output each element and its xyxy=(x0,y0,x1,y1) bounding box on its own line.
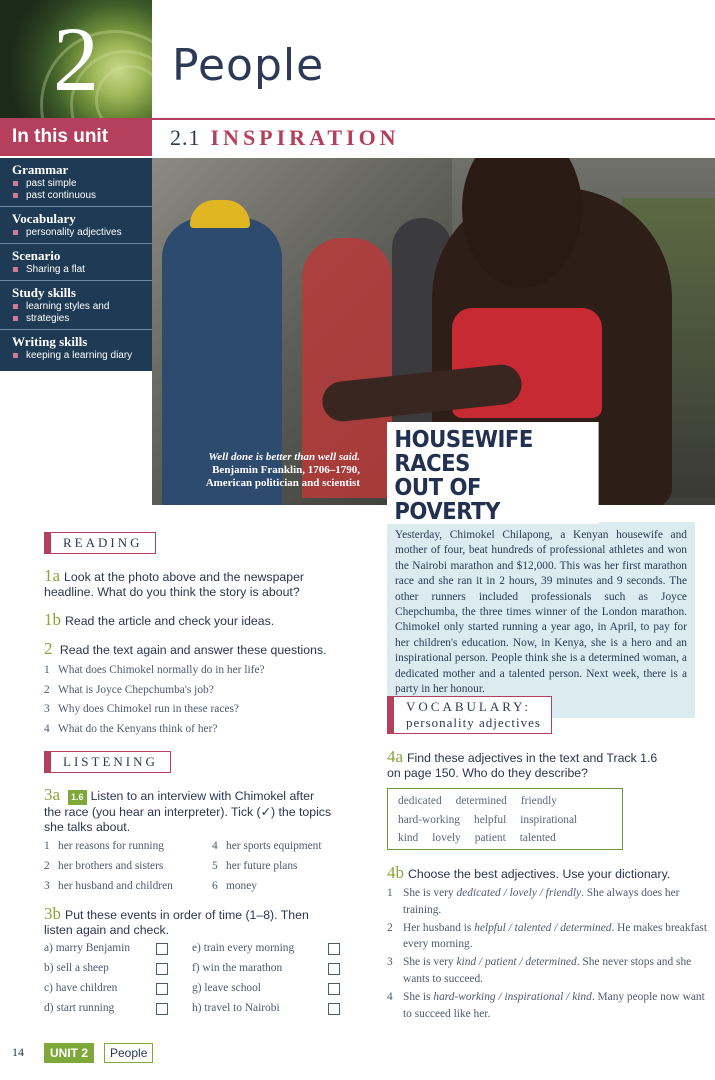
sentence-text: She is very xyxy=(403,956,457,969)
exercise-4a xyxy=(387,749,657,781)
order-checkbox[interactable] xyxy=(328,963,340,975)
footer-unit-tag: UNIT 2 xyxy=(44,1043,94,1063)
exercise-instruction: Find these adjectives in the text and Track 1.6 xyxy=(407,751,658,765)
sentence-number: 1 xyxy=(387,887,393,899)
order-checkbox[interactable] xyxy=(328,983,340,995)
list-item xyxy=(387,920,709,954)
event-item: a) marry Benjamin xyxy=(44,942,131,954)
article-headline xyxy=(387,422,599,524)
exercise-number: 3a xyxy=(44,785,61,804)
exercise-3b xyxy=(44,906,309,938)
order-checkbox[interactable] xyxy=(328,1003,340,1015)
order-checkbox[interactable] xyxy=(156,943,168,955)
topic-number: 4 xyxy=(212,840,218,852)
sentence-text: . He makes breakfast every morning. xyxy=(403,921,707,951)
adjective: friendly xyxy=(520,795,557,807)
adjective: lovely xyxy=(432,832,461,844)
adjective: hard-working xyxy=(398,813,460,826)
quote-author-description: American politician and scientist xyxy=(205,477,360,489)
headline-line: OUT OF POVERTY xyxy=(394,475,501,525)
event-item: f) win the marathon xyxy=(192,962,283,974)
unit-number: 2 xyxy=(53,8,99,110)
exercise-instruction: Read the article and check your ideas. xyxy=(65,614,275,628)
sentence-number: 3 xyxy=(387,956,393,969)
exercise-instruction: Listen to an interview with Chimokel after xyxy=(90,789,315,803)
list-item xyxy=(387,954,709,988)
topic-text: her reasons for running xyxy=(58,840,164,852)
reading-questions xyxy=(44,661,265,739)
exercise-number: 2 xyxy=(44,639,53,658)
exercise-instruction: listen again and check. xyxy=(44,923,170,937)
list-item: 1 What does Chimokel normally do in her life? xyxy=(44,664,265,676)
adjective-sentences xyxy=(387,885,709,1023)
order-checkbox[interactable] xyxy=(156,1003,168,1015)
topic-item[interactable] xyxy=(212,880,257,892)
topic-number: 1 xyxy=(44,840,50,852)
adjective: helpful xyxy=(474,813,507,826)
sidebar-group-grammar xyxy=(0,158,152,207)
adjective: kind xyxy=(398,832,419,844)
adjective: dedicated xyxy=(398,795,442,807)
order-checkbox[interactable] xyxy=(328,943,340,955)
section-number: 2.1 xyxy=(170,125,201,150)
exercise-instruction: she talks about. xyxy=(44,820,131,834)
adjective-row xyxy=(398,829,612,848)
in-this-unit-banner xyxy=(0,118,152,156)
list-item xyxy=(387,885,709,919)
article-body xyxy=(387,522,695,718)
in-this-unit-label: In this unit xyxy=(12,126,109,147)
adjective-options[interactable]: kind / patient / determined xyxy=(456,956,577,969)
sentence-text: She is very xyxy=(403,887,457,899)
newspaper-article xyxy=(387,422,695,718)
topic-text: her future plans xyxy=(226,860,298,872)
quote-author: Benjamin Franklin, 1706–1790, xyxy=(212,464,360,476)
list-item xyxy=(387,989,709,1023)
question-text: What does Chimokel normally do in her life? xyxy=(58,664,265,676)
listening-label: LISTENING xyxy=(44,751,171,773)
adjective-row xyxy=(398,792,612,811)
adjective: determined xyxy=(455,795,507,807)
adjective: inspirational xyxy=(520,813,578,826)
exercise-number: 1b xyxy=(44,610,61,629)
article-text: Yesterday, Chimokel Chilapong, a Kenyan housewife and mother of four, beat hundreds of professional athletes and won the Nairobi marathon and $12,000. This was her first marathon race and she ran it in 2 hours, 39 minutes and 9 seconds. The other runners included professionals such as Joyce Chepchumba, the three times winner of the London marathon. Chimokel only started running a year ago, in April, to pay for her children's education. Now, in Kenya, she is a hero and an inspirational person. People think she is a determined woman, a dedicated mother and a talented person. Next week, there is a party in her honour. xyxy=(395,529,687,696)
topic-item[interactable] xyxy=(44,860,163,872)
list-item: 2 What is Joyce Chepchumba's job? xyxy=(44,683,214,696)
exercise-instruction: Put these events in order of time (1–8). Then xyxy=(65,908,309,922)
section-name: INSPIRATION xyxy=(210,125,400,150)
unit-badge xyxy=(0,0,152,118)
unit-contents-sidebar xyxy=(0,158,152,371)
sidebar-group-study-skills xyxy=(0,281,152,330)
sidebar-heading: Study skills xyxy=(12,285,76,300)
track-badge[interactable]: 1.6 xyxy=(68,790,87,805)
question-text: What do the Kenyans think of her? xyxy=(58,722,218,735)
sidebar-group-vocabulary xyxy=(0,207,152,244)
sidebar-group-writing-skills xyxy=(0,330,152,366)
topic-text: money xyxy=(226,880,258,892)
topic-item[interactable] xyxy=(44,840,164,852)
topic-number: 2 xyxy=(44,860,50,872)
adjective: talented xyxy=(519,832,556,844)
event-item: d) start running xyxy=(44,1002,115,1014)
exercise-instruction: Read the text again and answer these questions. xyxy=(59,643,327,657)
exercise-instruction: the race (you hear an interpreter). Tick (✓) the topics xyxy=(44,805,332,819)
exercise-number: 1a xyxy=(44,566,61,585)
sidebar-heading: Writing skills xyxy=(12,334,88,349)
page-number: 14 xyxy=(12,1045,24,1059)
reading-label: READING xyxy=(44,532,156,554)
question-text: What is Joyce Chepchumba's job? xyxy=(58,683,214,696)
adjective-row xyxy=(398,811,612,830)
quote-text: Well done is better than well said. xyxy=(208,451,360,463)
sentence-text: She is xyxy=(403,990,434,1003)
topic-item[interactable] xyxy=(44,880,173,892)
event-item: h) travel to Nairobi xyxy=(192,1002,280,1014)
sidebar-item: personality adjectives xyxy=(12,227,146,239)
order-checkbox[interactable] xyxy=(156,963,168,975)
exercise-1b xyxy=(44,612,274,629)
topic-item[interactable] xyxy=(212,860,297,872)
event-item: b) sell a sheep xyxy=(44,962,109,974)
vocabulary-label-title: VOCABULARY: xyxy=(406,699,531,714)
adjective: patient xyxy=(474,832,506,844)
topic-number: 5 xyxy=(212,860,218,872)
vocabulary-label xyxy=(387,696,552,734)
topic-item[interactable] xyxy=(212,840,322,852)
adjective-box xyxy=(387,788,623,850)
list-item: 3 Why does Chimokel run in these races? xyxy=(44,703,239,716)
section-divider xyxy=(152,118,715,120)
sidebar-item-continued: strategies xyxy=(12,313,146,325)
sentence-text: . She always does her training. xyxy=(403,887,680,916)
sentence-number: 4 xyxy=(387,990,393,1003)
question-text: Why does Chimokel run in these races? xyxy=(58,703,239,716)
sidebar-item: past simple xyxy=(12,178,146,190)
exercise-instruction: on page 150. Who do they describe? xyxy=(387,766,588,780)
topic-text: her brothers and sisters xyxy=(58,860,164,872)
adjective-options[interactable]: dedicated / lovely / friendly xyxy=(456,887,582,899)
section-title xyxy=(170,125,400,151)
sidebar-heading: Grammar xyxy=(12,162,69,177)
sentence-text: Her husband is xyxy=(403,921,475,934)
event-item: g) leave school xyxy=(192,982,261,994)
headline-line: HOUSEWIFE RACES xyxy=(394,427,533,477)
exercise-2 xyxy=(44,641,327,658)
topic-number: 3 xyxy=(44,880,50,892)
sidebar-heading: Vocabulary xyxy=(12,211,76,226)
exercise-1a xyxy=(44,568,304,600)
sentence-text: . She never stops and she wants to succeed. xyxy=(403,956,692,985)
sidebar-heading: Scenario xyxy=(12,248,61,263)
exercise-4b xyxy=(387,865,670,882)
exercise-3a xyxy=(44,787,331,835)
footer-unit-name: People xyxy=(104,1043,153,1063)
exercise-instruction: headline. What do you think the story is about? xyxy=(44,585,300,599)
sidebar-item: past continuous xyxy=(12,190,146,202)
topic-text: her husband and children xyxy=(58,880,173,892)
adjective-options[interactable]: hard-working / inspirational / kind xyxy=(433,990,592,1003)
sidebar-item: learning styles and xyxy=(12,301,146,313)
event-item: e) train every morning xyxy=(192,942,295,954)
order-checkbox[interactable] xyxy=(156,983,168,995)
exercise-number: 3b xyxy=(44,904,61,923)
sidebar-group-scenario xyxy=(0,244,152,281)
sentence-text: . Many people now want to succeed like her. xyxy=(403,990,705,1020)
list-item: 4 What do the Kenyans think of her? xyxy=(44,722,218,735)
sentence-number: 2 xyxy=(387,921,393,934)
vocabulary-label-subtitle: personality adjectives xyxy=(406,715,541,730)
exercise-instruction: Choose the best adjectives. Use your dictionary. xyxy=(408,867,671,881)
exercise-number: 4a xyxy=(387,747,404,766)
exercise-number: 4b xyxy=(387,863,404,882)
unit-title: People xyxy=(172,40,325,91)
exercise-instruction: Look at the photo above and the newspaper xyxy=(64,570,305,584)
sidebar-item: keeping a learning diary xyxy=(12,350,146,362)
topic-text: her sports equipment xyxy=(226,840,322,852)
topic-number: 6 xyxy=(212,880,218,892)
sidebar-item: Sharing a flat xyxy=(12,264,146,276)
photo-quote xyxy=(160,451,360,490)
event-item: c) have children xyxy=(44,982,118,994)
adjective-options[interactable]: helpful / talented / determined xyxy=(474,921,612,934)
